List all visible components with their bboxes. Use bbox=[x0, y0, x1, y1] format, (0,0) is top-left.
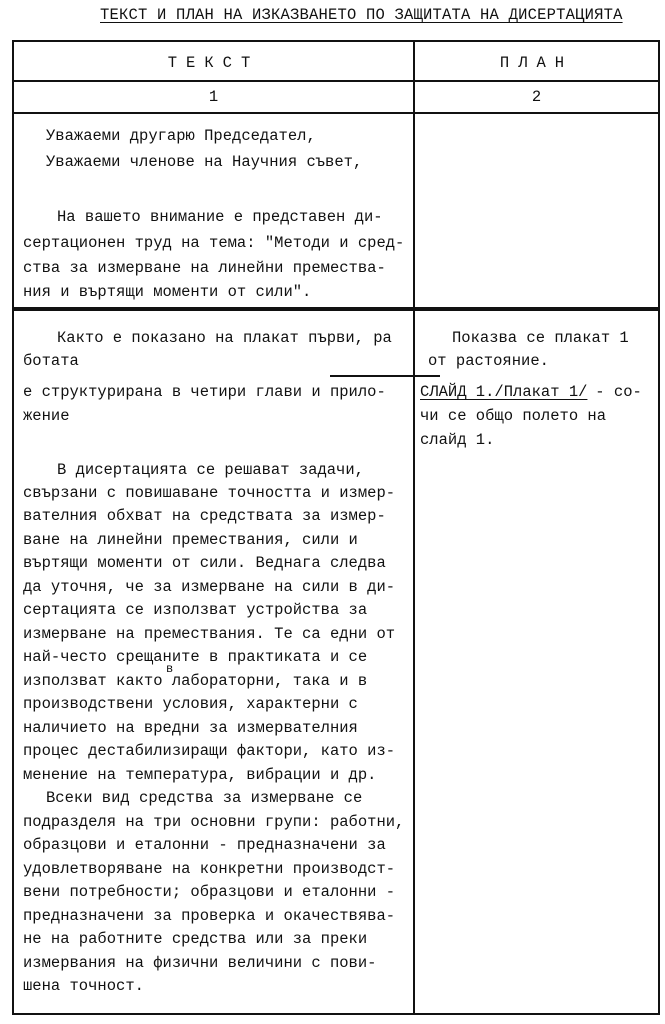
text-line: ния и въртящи моменти от сили". bbox=[23, 283, 312, 301]
text-line: жение bbox=[23, 407, 70, 425]
text-line: вателния обхват на средствата за измер- bbox=[23, 507, 386, 525]
text-line: На вашето внимание е представен ди- bbox=[57, 208, 383, 226]
text-line: менение на температура, вибрации и др. bbox=[23, 766, 377, 784]
text-line: най-често срещаните в практиката и се bbox=[23, 648, 368, 666]
text-line: е структурирана в четири глави и прило- bbox=[23, 383, 386, 401]
text-line: сертацията се използват устройства за bbox=[23, 601, 368, 619]
text-line: да уточня, че за измерване на сили в ди- bbox=[23, 578, 396, 596]
text-line: В дисертацията се решават задачи, bbox=[57, 461, 364, 479]
text-line: въртящи моменти от сили. Веднага следва bbox=[23, 554, 386, 572]
greeting-line-2: Уважаеми членове на Научния съвет, bbox=[46, 153, 363, 171]
text-line: вени потребности; образцови и еталонни - bbox=[23, 883, 396, 901]
text-line: сертационен труд на тема: "Методи и сред- bbox=[23, 234, 405, 252]
plan-line: Показва се плакат 1 bbox=[452, 329, 629, 347]
text-line: измервания на физични величини с пови- bbox=[23, 954, 377, 972]
column-number-2: 2 bbox=[531, 88, 542, 106]
greeting-line-1: Уважаеми другарю Председател, bbox=[46, 127, 316, 145]
section-divider bbox=[12, 307, 660, 311]
header-text: ТЕКСТ bbox=[167, 54, 260, 72]
text-line: ботата bbox=[23, 352, 79, 370]
text-line: процес дестабилизиращи фактори, като из- bbox=[23, 742, 396, 760]
text-line: Както е показано на плакат първи, ра bbox=[57, 329, 392, 347]
text-line: наличието на вредни за измервателния bbox=[23, 719, 358, 737]
text-line: образцови и еталонни - предназначени за bbox=[23, 836, 386, 854]
column-number-1: 1 bbox=[208, 88, 219, 106]
plan-line: от растояние. bbox=[428, 352, 549, 370]
text-line: шена точност. bbox=[23, 977, 144, 995]
text-line: подразделя на три основни групи: работни, bbox=[23, 813, 405, 831]
text-line: използват както лабораторни, така и в bbox=[23, 672, 368, 690]
text-line: Всеки вид средства за измерване се bbox=[46, 789, 363, 807]
plan-slide-label: СЛАЙД 1./Плакат 1/ bbox=[420, 383, 588, 401]
plan-line: слайд 1. bbox=[420, 431, 495, 449]
text-line: удовлетворяване на конкретни производст- bbox=[23, 860, 396, 878]
text-line: ства за измерване на линейни премества- bbox=[23, 259, 386, 277]
text-line: свързани с повишаване точността и измер- bbox=[23, 484, 396, 502]
text-line: не на работните средства или за преки bbox=[23, 930, 368, 948]
text-line: ване на линейни премествания, сили и bbox=[23, 531, 358, 549]
text-line: измерване на премествания. Те са едни от bbox=[23, 625, 396, 643]
header-plan: ПЛАН bbox=[499, 54, 574, 72]
document-title: ТЕКСТ И ПЛАН НА ИЗКАЗВАНЕТО ПО ЗАЩИТАТА НА ДИСЕРТАЦИЯТА bbox=[100, 6, 623, 24]
text-line: производствени условия, характерни с bbox=[23, 695, 358, 713]
column-divider bbox=[413, 40, 415, 1015]
handwritten-insert: в bbox=[166, 662, 174, 676]
stray-mark bbox=[330, 375, 440, 377]
number-row-divider bbox=[12, 112, 660, 114]
plan-line: чи се общо полето на bbox=[420, 407, 607, 425]
text-line: предназначени за проверка и окачествява- bbox=[23, 907, 396, 925]
header-divider bbox=[12, 80, 660, 82]
plan-line: - со- bbox=[586, 383, 642, 401]
